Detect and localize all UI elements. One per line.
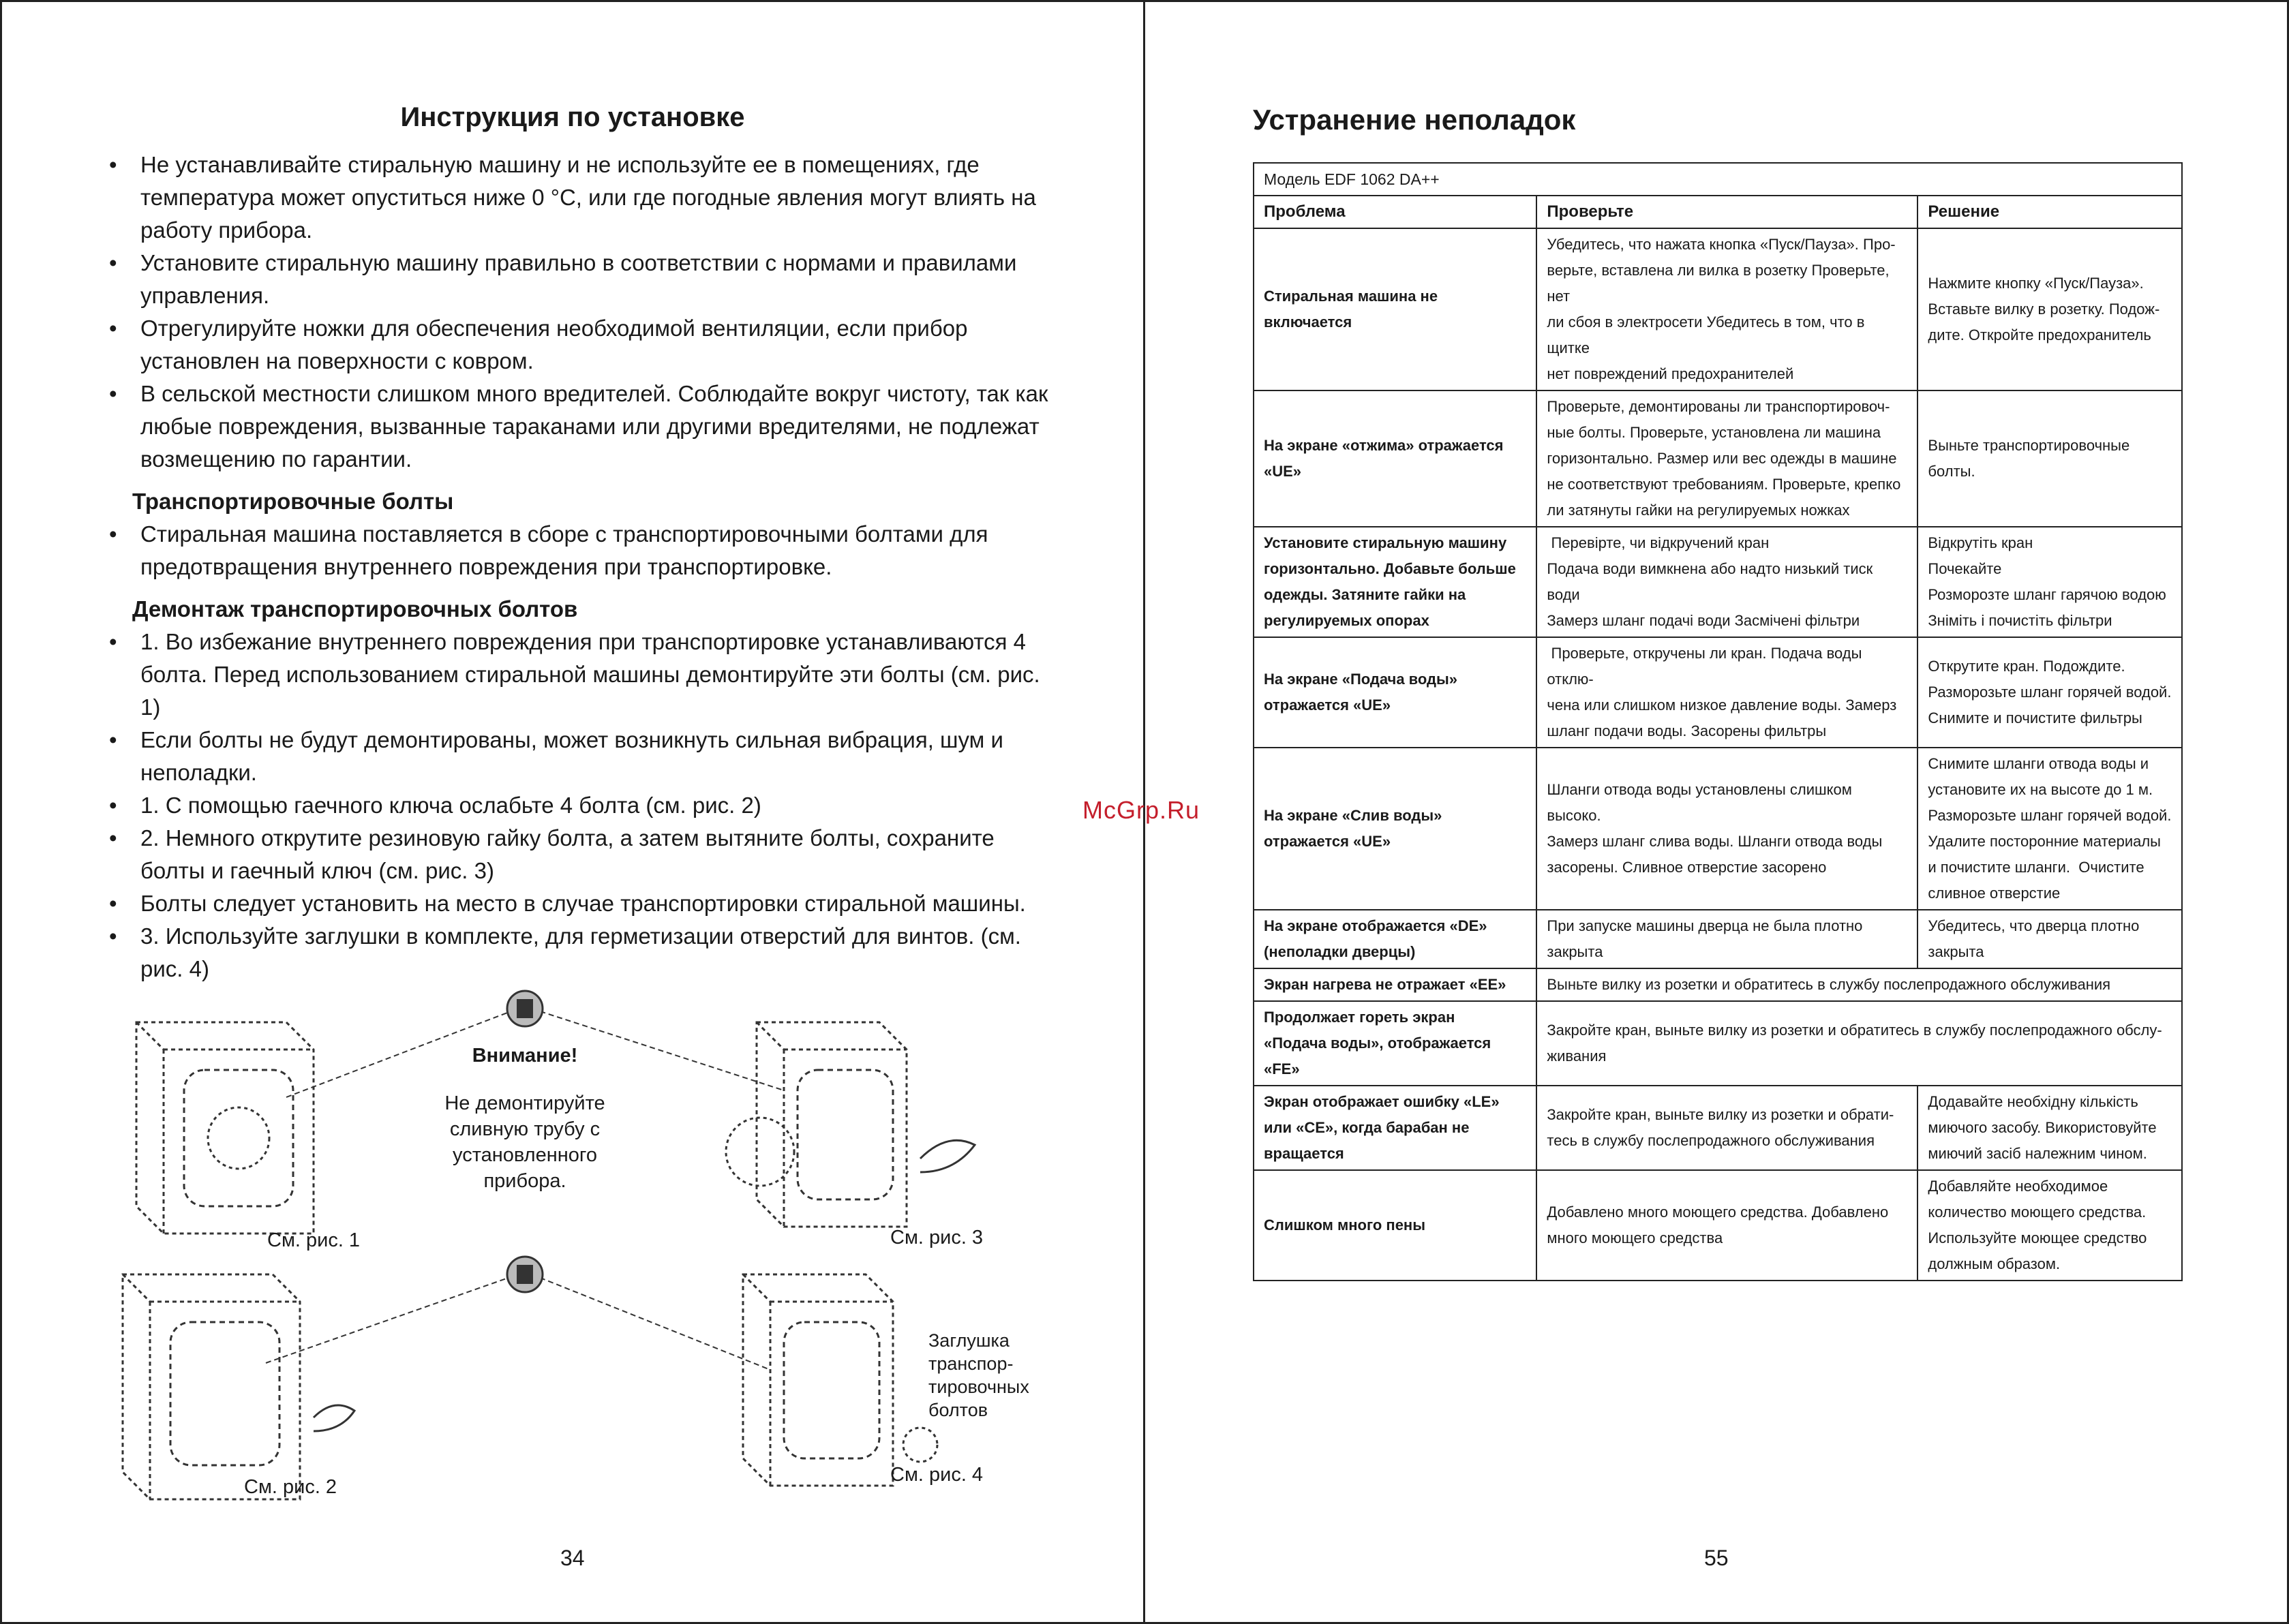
cell-line: должным образом. <box>1928 1255 2061 1272</box>
table-row <box>1254 748 2182 910</box>
cell-line: На экране «Подача воды» <box>1264 671 1458 688</box>
header-check: Проверьте <box>1536 196 1917 228</box>
cell-line: Убедитесь, что нажата кнопка «Пуск/Пауза». Про- <box>1547 236 1896 253</box>
check-cell <box>1536 1170 1917 1281</box>
problem-cell <box>1254 637 1536 748</box>
cell-line: миючого засобу. Використовуйте <box>1928 1119 2157 1136</box>
installation-figures <box>109 981 1050 1513</box>
problem-cell <box>1254 390 1536 527</box>
check-cell <box>1536 1086 1917 1170</box>
problem-cell <box>1254 748 1536 910</box>
list-item: • Установите стиральную машину правильно в соответствии с нормами и правилами управления. <box>102 247 1057 312</box>
cell-line: болты. <box>1928 463 1975 480</box>
problem-cell <box>1254 910 1536 968</box>
solution-cell <box>1917 1170 2182 1281</box>
fig3-label: См. рис. 3 <box>890 1227 984 1248</box>
plug-label <box>928 1329 1029 1422</box>
fig1-label: См. рис. 1 <box>267 1229 361 1251</box>
list-item: • 1. С помощью гаечного ключа ослабьте 4 болта (см. рис. 2) <box>102 789 1057 822</box>
cell-line: Почекайте <box>1928 560 2002 577</box>
cell-line: Экран отображает ошибку «LE» <box>1264 1093 1500 1110</box>
table-row <box>1254 637 2182 748</box>
check-cell <box>1536 637 1917 748</box>
problem-cell <box>1254 1086 1536 1170</box>
check-cell <box>1536 748 1917 910</box>
cell-line: Разморозьте шланг горячей водой. <box>1928 684 2172 701</box>
solution-cell <box>1917 390 2182 527</box>
cell-line: верьте, вставлена ли вилка в розетку Проверьте, нет <box>1547 262 1894 305</box>
table-row <box>1254 1170 2182 1281</box>
troubleshooting-table <box>1253 162 2183 1281</box>
cell-line: дите. Откройте предохранитель <box>1928 326 2151 343</box>
table-row <box>1254 1086 2182 1170</box>
cell-line: Установите стиральную машину <box>1264 534 1507 551</box>
fig2-label: См. рис. 2 <box>244 1476 337 1498</box>
cell-line: Замерз шланг подачі води Засмічені фільтри <box>1547 612 1860 629</box>
attention-line: Не демонтируйте <box>444 1092 605 1114</box>
list-item: • Не устанавливайте стиральную машину и не используйте ее в помещениях, где температура может опуститься ниже 0 °С, или где погодные явления могут влиять на работу прибора. <box>102 149 1057 247</box>
cell-line: Удалите посторонние материалы <box>1928 833 2161 850</box>
cell-line: Закройте кран, выньте вилку из розетки и обрати- <box>1547 1106 1894 1123</box>
cell-line: (неполадки дверцы) <box>1264 943 1416 960</box>
table-row <box>1254 390 2182 527</box>
cell-line: «UE» <box>1264 463 1302 480</box>
cell-line: отражается «UE» <box>1264 833 1391 850</box>
cell-line: Снимите и почистите фильтры <box>1928 709 2142 726</box>
list-item: • Стиральная машина поставляется в сборе с транспортировочными болтами для предотвращения внутреннего повреждения при транспортировке. <box>102 518 1057 583</box>
cell-line: Шланги отвода воды установлены слишком высоко. <box>1547 781 1857 824</box>
cell-line: При запуске машины дверца не была плотно <box>1547 917 1863 934</box>
bolt-icon <box>507 991 543 1026</box>
troubleshooting-title: Устранение неполадок <box>1253 104 1576 136</box>
cell-line: Слишком много пены <box>1264 1216 1426 1234</box>
check-cell <box>1536 390 1917 527</box>
plug-label-line: болтов <box>928 1400 988 1420</box>
cell-line: много моющего средства <box>1547 1229 1723 1246</box>
cell-line: Подача води вимкнена або надто низький тиск води <box>1547 560 1877 603</box>
cell-line: Проверьте, демонтированы ли транспортировоч- <box>1547 398 1890 415</box>
fig2-machine-drawing <box>123 1274 354 1499</box>
list-item: • В сельской местности слишком много вредителей. Соблюдайте вокруг чистоту, так как любые повреждения, вызванные тараканами или другими вредителями, не подлежат возмещению по гарантии. <box>102 378 1057 476</box>
problem-cell <box>1254 527 1536 637</box>
cell-line: Добавлено много моющего средства. Добавлено <box>1547 1204 1889 1221</box>
cell-line: сливное отверстие <box>1928 885 2061 902</box>
cell-line: На экране «Слив воды» <box>1264 807 1442 824</box>
check-cell <box>1536 910 1917 968</box>
cell-line: одежды. Затяните гайки на <box>1264 586 1466 603</box>
cell-line: «Подача воды», отображается <box>1264 1035 1491 1052</box>
solution-cell <box>1917 910 2182 968</box>
cell-line: Вставьте вилку в розетку. Подож- <box>1928 301 2160 318</box>
table-row <box>1254 228 2182 390</box>
table-row <box>1254 1001 2182 1086</box>
cell-line: живания <box>1547 1047 1607 1064</box>
fig4-machine-drawing <box>743 1274 937 1486</box>
cell-line: установите их на высоте до 1 м. <box>1928 781 2153 798</box>
cell-line: Разморозьте шланг горячей водой. <box>1928 807 2172 824</box>
list-item: • 1. Во избежание внутреннего повреждения при транспортировке устанавливаются 4 болта. Перед использованием стиральной машины демонтируйте эти болты (см. рис. 1) <box>102 626 1057 724</box>
cell-line: и почистите шланги. Очистите <box>1928 859 2144 876</box>
problem-cell <box>1254 1001 1536 1086</box>
solution-cell <box>1917 228 2182 390</box>
merged-cell <box>1536 968 2182 1001</box>
cell-line: закрыта <box>1547 943 1603 960</box>
cell-line: Открутите кран. Подождите. <box>1928 658 2125 675</box>
page-number-left: 34 <box>560 1546 585 1570</box>
cell-line: отражается «UE» <box>1264 696 1391 714</box>
cell-line: На экране «отжима» отражается <box>1264 437 1504 454</box>
fig3-machine-drawing <box>726 1022 975 1227</box>
cell-line: горизонтально. Добавьте больше <box>1264 560 1516 577</box>
cell-line: горизонтально. Размер или вес одежды в машине <box>1547 450 1897 467</box>
cell-line: Продолжает гореть экран <box>1264 1009 1455 1026</box>
cell-line: Додавайте необхідну кількість <box>1928 1093 2138 1110</box>
cell-line: На экране отображается «DE» <box>1264 917 1487 934</box>
header-solution: Решение <box>1917 196 2182 228</box>
cell-line: засорены. Сливное отверстие засорено <box>1547 859 1827 876</box>
cell-line: Выньте вилку из розетки и обратитесь в службу послепродажного обслуживания <box>1547 976 2111 993</box>
cell-line: регулируемых опорах <box>1264 612 1429 629</box>
cell-line: ли затянуты гайки на регулируемых ножках <box>1547 502 1850 519</box>
attention-note <box>436 1043 613 1194</box>
cell-line: Добавляйте необходимое <box>1928 1178 2108 1195</box>
cell-line: или «CE», когда барабан не <box>1264 1119 1470 1136</box>
cell-line: нет повреждений предохранителей <box>1547 365 1794 382</box>
cell-line: чена или слишком низкое давление воды. Замерз <box>1547 696 1897 714</box>
plug-label-line: транспор- <box>928 1353 1014 1374</box>
bolt-removal-heading: Демонтаж транспортировочных болтов <box>132 596 578 622</box>
cell-line: Розморозте шланг гарячою водою <box>1928 586 2166 603</box>
solution-cell <box>1917 527 2182 637</box>
attention-line: прибора. <box>483 1170 566 1192</box>
list-item: • 3. Используйте заглушки в комплекте, для герметизации отверстий для винтов. (см. рис. 4) <box>102 920 1057 985</box>
cell-line: миючий засіб належним чином. <box>1928 1145 2147 1162</box>
plug-label-line: Заглушка <box>928 1330 1010 1351</box>
header-problem: Проблема <box>1254 196 1536 228</box>
transport-bolts-heading: Транспортировочные болты <box>132 489 454 514</box>
watermark: McGrp.Ru <box>1082 796 1200 824</box>
cell-line: Используйте моющее средство <box>1928 1229 2147 1246</box>
problem-cell <box>1254 228 1536 390</box>
attention-line: установленного <box>453 1144 597 1166</box>
cell-line: Экран нагрева не отражает «EE» <box>1264 976 1506 993</box>
check-cell <box>1536 228 1917 390</box>
cell-line: включается <box>1264 313 1352 331</box>
cell-line: Убедитесь, что дверца плотно <box>1928 917 2140 934</box>
bolt-icon <box>507 1257 543 1292</box>
check-cell <box>1536 527 1917 637</box>
cell-line: Нажмите кнопку «Пуск/Пауза». <box>1928 275 2144 292</box>
cell-line: Проверьте, откручены ли кран. Подача воды отклю- <box>1547 645 1866 688</box>
cell-line: Снимите шланги отвода воды и <box>1928 755 2149 772</box>
cell-line: Відкрутіть кран <box>1928 534 2033 551</box>
merged-cell <box>1536 1001 2182 1086</box>
list-item: • Болты следует установить на место в случае транспортировки стиральной машины. <box>102 887 1057 920</box>
cell-line: «FE» <box>1264 1060 1300 1077</box>
cell-line: закрыта <box>1928 943 1984 960</box>
table-row <box>1254 968 2182 1001</box>
list-item: • Если болты не будут демонтированы, может возникнуть сильная вибрация, шум и неполадки. <box>102 724 1057 789</box>
cell-line: Стиральная машина не <box>1264 288 1438 305</box>
fig1-machine-drawing <box>136 1022 314 1234</box>
cell-line: количество моющего средства. <box>1928 1204 2147 1221</box>
problem-cell <box>1254 1170 1536 1281</box>
page-number-right: 55 <box>1704 1546 1729 1570</box>
attention-title: Внимание! <box>472 1045 578 1067</box>
plug-label-line: тировочных <box>928 1377 1029 1397</box>
cell-line: вращается <box>1264 1145 1344 1162</box>
problem-cell <box>1254 968 1536 1001</box>
cell-line: шланг подачи воды. Засорены фильтры <box>1547 722 1827 739</box>
cell-line: Перевірте, чи відкручений кран <box>1547 534 1770 551</box>
table-row <box>1254 527 2182 637</box>
cell-line: не соответствуют требованиям. Проверьте, крепко <box>1547 476 1901 493</box>
attention-line: сливную трубу с <box>449 1118 601 1140</box>
list-item: • 2. Немного открутите резиновую гайку болта, а затем вытяните болты, сохраните болты и гаечный ключ (см. рис. 3) <box>102 822 1057 887</box>
cell-line: ные болты. Проверьте, установлена ли машина <box>1547 424 1881 441</box>
fig4-label: См. рис. 4 <box>890 1464 984 1486</box>
solution-cell <box>1917 637 2182 748</box>
list-item: • Отрегулируйте ножки для обеспечения необходимой вентиляции, если прибор установлен на поверхности с ковром. <box>102 312 1057 378</box>
solution-cell <box>1917 748 2182 910</box>
model-cell: Модель EDF 1062 DA++ <box>1254 163 2182 196</box>
cell-line: Закройте кран, выньте вилку из розетки и обратитесь в службу послепродажного обслу- <box>1547 1022 2162 1039</box>
installation-list <box>102 149 1057 985</box>
solution-cell <box>1917 1086 2182 1170</box>
cell-line: тесь в службу послепродажного обслуживания <box>1547 1132 1875 1149</box>
cell-line: Замерз шланг слива воды. Шланги отвода воды <box>1547 833 1883 850</box>
table-row <box>1254 910 2182 968</box>
cell-line: ли сбоя в электросети Убедитесь в том, что в щитке <box>1547 313 1869 356</box>
installation-title: Инструкция по установке <box>400 102 745 132</box>
cell-line: Выньте транспортировочные <box>1928 437 2130 454</box>
cell-line: Зніміть і почистіть фільтри <box>1928 612 2112 629</box>
